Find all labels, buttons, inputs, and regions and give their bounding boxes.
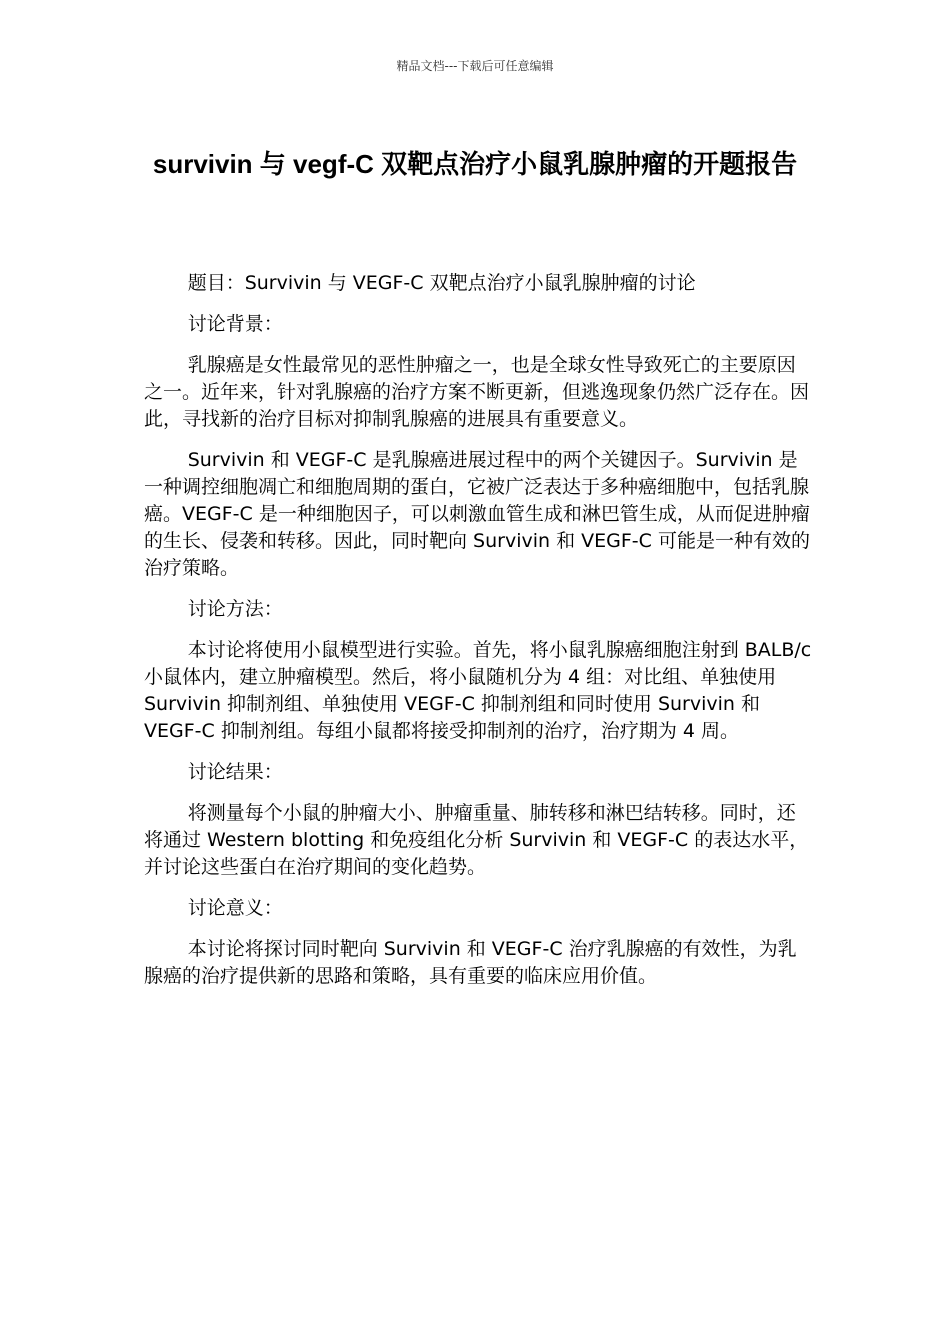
section-heading-methods: 讨论方法： bbox=[187, 598, 283, 620]
section-heading-results: 讨论结果： bbox=[187, 761, 283, 783]
results-paragraph: 将测量每个小鼠的肿瘤大小、肿瘤重量、肺转移和淋巴结转移。同时，还将通过 Western blotting 和免疫组化分析 Survivin 和 VEGF-C 的表达水平，并讨论这些蛋白在治疗期间的变化趋势。 bbox=[144, 802, 809, 878]
significance-paragraph: 本讨论将探讨同时靶向 Survivin 和 VEGF-C 治疗乳腺癌的有效性，为乳腺癌的治疗提供新的思路和策略，具有重要的临床应用价值。 bbox=[144, 938, 797, 987]
section-heading-background: 讨论背景： bbox=[187, 313, 283, 335]
topic-line: 题目：Survivin 与 VEGF-C 双靶点治疗小鼠乳腺肿瘤的讨论 bbox=[187, 272, 696, 294]
document-body bbox=[144, 270, 812, 1004]
background-paragraph-2: Survivin 和 VEGF-C 是乳腺癌进展过程中的两个关键因子。Survivin 是一种调控细胞凋亡和细胞周期的蛋白，它被广泛表达于多种癌细胞中，包括乳腺癌。VEGF-C 是一种细胞因子，可以刺激血管生成和淋巴管生成，从而促进肿瘤的生长、侵袭和转移。因此，同时靶向 Survivin 和 VEGF-C 可能是一种有效的治疗策略。 bbox=[144, 449, 810, 579]
document-title: survivin 与 vegf-C 双靶点治疗小鼠乳腺肿瘤的开题报告 bbox=[152, 149, 798, 179]
background-paragraph-1: 乳腺癌是女性最常见的恶性肿瘤之一，也是全球女性导致死亡的主要原因之一。近年来，针对乳腺癌的治疗方案不断更新，但逃逸现象仍然广泛存在。因此，寻找新的治疗目标对抑制乳腺癌的进展具有重要意义。 bbox=[144, 354, 810, 430]
methods-paragraph: 本讨论将使用小鼠模型进行实验。首先，将小鼠乳腺癌细胞注射到 BALB/c 小鼠体内，建立肿瘤模型。然后，将小鼠随机分为 4 组：对比组、单独使用 Survivin 抑制剂组、单独使用 VEGF-C 抑制剂组和同时使用 Survivin 和 VEGF-C 抑制剂组。每组小鼠都将接受抑制剂的治疗，治疗期为 4 周。 bbox=[144, 639, 812, 742]
section-heading-significance: 讨论意义： bbox=[187, 897, 283, 919]
page-header-note: 精品文档---下载后可任意编辑 bbox=[396, 59, 554, 73]
